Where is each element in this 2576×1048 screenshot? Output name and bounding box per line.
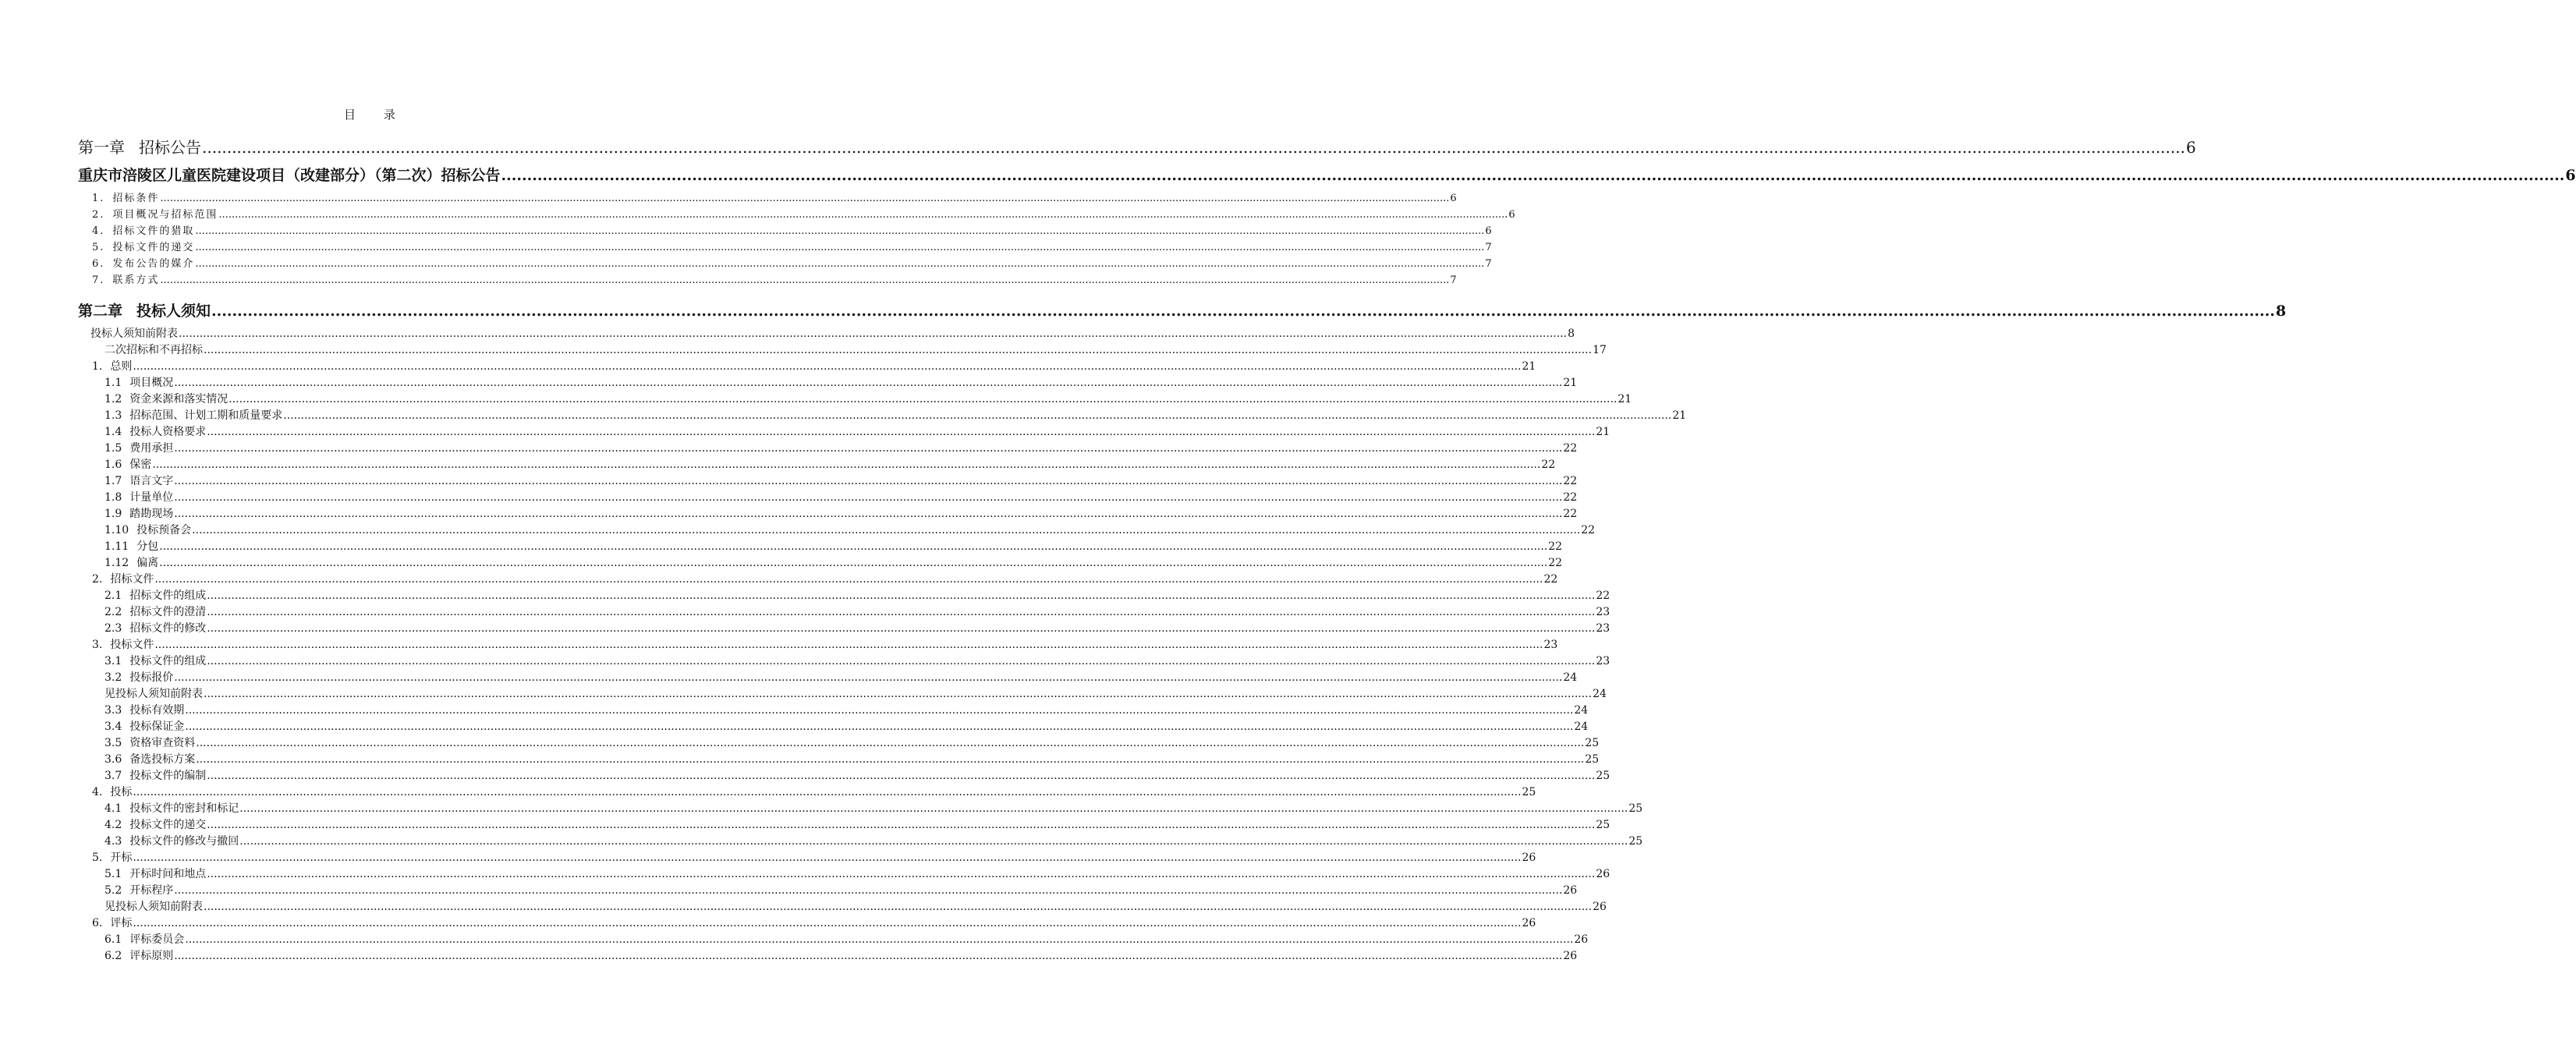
toc-entry[interactable]: [78, 784, 1536, 801]
toc-entry-number: 1.4: [105, 426, 122, 438]
toc-entry-label: [105, 342, 203, 359]
toc-entry-number: 3.6: [105, 753, 122, 766]
toc-page-number: 22: [1581, 524, 1596, 536]
toc-entry-number: 1.11: [105, 540, 129, 553]
toc-leader-dots: ................................................................................................................................................................................................................................................................................................................................................................................................................: [174, 884, 1563, 897]
toc-entry-number: 2.1: [105, 590, 122, 602]
toc-leader-dots: ................................................................................................................................................................................................................................................................................................................................................................................................................: [196, 753, 1585, 766]
toc-leader-dots: ................................................................................................................................................................................................................................................................................................................................................................................................................: [179, 328, 1568, 340]
toc-entry-text: 投标人须知: [136, 303, 211, 320]
toc-entry-label: [105, 408, 282, 424]
toc-entry-number: 3.: [92, 639, 103, 651]
toc-entry-number: 6.1: [105, 933, 122, 946]
toc-entry-text: 招标文件: [110, 573, 154, 586]
toc-entry[interactable]: [78, 948, 1578, 965]
toc-entry-text: 投标: [110, 786, 133, 798]
toc-page-number: 7: [1450, 274, 1457, 286]
toc-entry-text: 联系方式: [112, 274, 160, 286]
toc-leader-dots: ................................................................................................................................................................................................................................................................................................................................................................................................................: [195, 225, 1485, 237]
toc-entry-text: 总则: [110, 360, 133, 373]
toc-entry-label: [105, 703, 184, 719]
toc-entry-label: [105, 391, 228, 408]
toc-entry-text: 投标有效期: [129, 704, 185, 717]
toc-entry-number: 3.7: [105, 770, 122, 782]
toc-entry-text: 评标原则: [129, 950, 174, 962]
toc-entry[interactable]: [78, 296, 2287, 326]
table-of-contents: [78, 133, 2576, 965]
toc-entry-label: [105, 653, 206, 670]
toc-entry[interactable]: [78, 522, 1596, 539]
toc-leader-dots: ................................................................................................................................................................................................................................................................................................................................................................................................................: [192, 524, 1581, 536]
toc-leader-dots: ................................................................................................................................................................................................................................................................................................................................................................................................................: [174, 377, 1563, 389]
toc-entry-text: 投标人须知前附表: [90, 328, 178, 340]
toc-entry[interactable]: [78, 359, 1536, 375]
toc-entry-label: [105, 539, 158, 555]
toc-entry[interactable]: [78, 223, 1492, 239]
toc-page-number: 25: [1628, 835, 1643, 848]
toc-entry-text: 投标文件: [110, 639, 154, 651]
toc-leader-dots: ................................................................................................................................................................................................................................................................................................................................................................................................................: [159, 540, 1548, 553]
toc-leader-dots: ................................................................................................................................................................................................................................................................................................................................................................................................................: [207, 655, 1596, 667]
toc-entry-label: [92, 223, 194, 239]
toc-entry-text: 二次招标和不再招标: [105, 344, 203, 356]
toc-leader-dots: ................................................................................................................................................................................................................................................................................................................................................................................................................: [133, 360, 1522, 373]
toc-entry[interactable]: [78, 703, 1589, 719]
toc-entry[interactable]: [78, 604, 1610, 621]
toc-leader-dots: ................................................................................................................................................................................................................................................................................................................................................................................................................: [174, 475, 1563, 487]
toc-entry-text: 保密: [129, 458, 152, 471]
toc-entry-text: 招标文件的组成: [129, 590, 207, 602]
toc-entry-text: 招标公告: [139, 138, 201, 157]
toc-entry-number: 4.: [92, 786, 103, 798]
toc-page-number: 22: [1543, 573, 1558, 586]
toc-entry-label: [92, 850, 132, 866]
toc-page-number: 26: [1522, 917, 1536, 929]
toc-entry-number: 1.9: [105, 508, 122, 520]
toc-leader-dots: ................................................................................................................................................................................................................................................................................................................................................................................................................: [185, 720, 1574, 733]
toc-page-number: 8: [2275, 303, 2287, 320]
toc-entry[interactable]: [78, 915, 1536, 932]
toc-entry[interactable]: [78, 207, 1515, 223]
toc-page-number: 25: [1585, 737, 1600, 749]
toc-leader-dots: ................................................................................................................................................................................................................................................................................................................................................................................................................: [154, 639, 1543, 651]
toc-leader-dots: ................................................................................................................................................................................................................................................................................................................................................................................................................: [207, 770, 1596, 782]
toc-entry[interactable]: [78, 190, 1457, 207]
toc-entry-text: 投标报价: [129, 671, 174, 684]
toc-page-number: 6: [1508, 209, 1515, 221]
toc-leader-dots: ................................................................................................................................................................................................................................................................................................................................................................................................................: [207, 426, 1596, 438]
toc-entry-text: 发布公告的媒介: [112, 258, 195, 270]
toc-entry-number: 4.1: [105, 802, 122, 815]
toc-leader-dots: ................................................................................................................................................................................................................................................................................................................................................................................................................: [185, 933, 1574, 946]
toc-leader-dots: ................................................................................................................................................................................................................................................................................................................................................................................................................: [283, 409, 1672, 422]
toc-entry-label: [92, 572, 154, 588]
toc-entry[interactable]: [78, 752, 1600, 768]
toc-leader-dots: ................................................................................................................................................................................................................................................................................................................................................................................................................: [204, 901, 1593, 913]
toc-entry[interactable]: [78, 272, 1457, 289]
toc-entry[interactable]: [78, 866, 1610, 883]
toc-entry-number: 1.: [92, 360, 103, 373]
toc-entry-text: 投标文件的密封和标记: [129, 802, 239, 815]
toc-entry-text: 投标文件的递交: [112, 242, 195, 253]
toc-entry-text: 评标: [110, 917, 133, 929]
toc-entry-label: [105, 801, 239, 817]
toc-entry-label: [105, 424, 206, 441]
toc-entry-label: [92, 359, 132, 375]
toc-page-number: 22: [1563, 475, 1578, 487]
toc-leader-dots: ................................................................................................................................................................................................................................................................................................................................................................................................................: [207, 868, 1596, 880]
toc-entry[interactable]: [78, 490, 1578, 506]
toc-entry[interactable]: [78, 686, 1607, 703]
toc-entry-label: [105, 457, 151, 473]
toc-entry-number: 1.1: [105, 377, 122, 389]
toc-page-number: 22: [1548, 557, 1563, 569]
toc-leader-dots: ................................................................................................................................................................................................................................................................................................................................................................................................................: [160, 274, 1450, 286]
toc-entry-label: [105, 817, 206, 834]
toc-entry-number: 3.4: [105, 720, 122, 733]
toc-page-number: 7: [1485, 258, 1492, 270]
toc-page-number: 21: [1618, 393, 1632, 405]
toc-entry-number: 4.2: [105, 819, 122, 831]
toc-entry[interactable]: [78, 932, 1589, 948]
toc-entry-text: 踏勘现场: [129, 508, 174, 520]
toc-entry-number: 7.: [92, 274, 105, 286]
toc-entry-number: 6.: [92, 258, 105, 270]
toc-leader-dots: ................................................................................................................................................................................................................................................................................................................................................................................................................: [174, 491, 1563, 504]
toc-leader-dots: ................................................................................................................................................................................................................................................................................................................................................................................................................: [133, 917, 1522, 929]
toc-entry-label: [78, 161, 501, 190]
toc-entry-label: [105, 441, 173, 457]
toc-leader-dots: ................................................................................................................................................................................................................................................................................................................................................................................................................: [204, 688, 1593, 700]
toc-entry-text: 投标文件的修改与撤回: [129, 835, 239, 848]
toc-entry-label: [92, 239, 194, 256]
toc-page-number: 21: [1596, 426, 1610, 438]
toc-page-number: 7: [1485, 242, 1492, 253]
toc-entry[interactable]: [78, 637, 1558, 653]
toc-entry-number: 5.: [92, 242, 105, 253]
toc-leader-dots: ................................................................................................................................................................................................................................................................................................................................................................................................................: [174, 671, 1563, 684]
toc-leader-dots: ................................................................................................................................................................................................................................................................................................................................................................................................................: [159, 557, 1548, 569]
toc-leader-dots: ................................................................................................................................................................................................................................................................................................................................................................................................................: [152, 458, 1541, 471]
toc-page-number: 24: [1563, 671, 1578, 684]
toc-entry-text: 项目概况与招标范围: [112, 209, 218, 221]
toc-entry[interactable]: [78, 653, 1610, 670]
toc-page-number: 26: [1593, 901, 1607, 913]
toc-entry-number: 1.7: [105, 475, 122, 487]
toc-leader-dots: ................................................................................................................................................................................................................................................................................................................................................................................................................: [196, 737, 1585, 749]
toc-page-number: 25: [1628, 802, 1643, 815]
toc-page-number: 22: [1548, 540, 1563, 553]
toc-page-number: 24: [1593, 688, 1607, 700]
toc-leader-dots: ................................................................................................................................................................................................................................................................................................................................................................................................................: [207, 819, 1596, 831]
toc-entry-number: 2.3: [105, 622, 122, 635]
toc-entry-number: 6.: [92, 917, 103, 929]
toc-page-number: 17: [1593, 344, 1607, 356]
toc-entry-text: 招标文件的猎取: [112, 225, 195, 237]
toc-entry-text: 开标时间和地点: [129, 868, 207, 880]
toc-leader-dots: ................................................................................................................................................................................................................................................................................................................................................................................................................: [239, 835, 1628, 848]
toc-entry-number: 3.2: [105, 671, 122, 684]
toc-page-number: 26: [1563, 884, 1578, 897]
toc-leader-dots: ................................................................................................................................................................................................................................................................................................................................................................................................................: [133, 786, 1522, 798]
toc-page-number: 25: [1596, 819, 1610, 831]
toc-entry-label: [105, 490, 173, 506]
toc-entry[interactable]: [78, 256, 1492, 272]
toc-page-number: 24: [1574, 720, 1589, 733]
toc-entry-label: [92, 272, 159, 289]
toc-leader-dots: ................................................................................................................................................................................................................................................................................................................................................................................................................: [202, 138, 2185, 157]
toc-entry-text: 资格审查资料: [129, 737, 196, 749]
toc-entry-label: [92, 256, 194, 272]
toc-page-number: 22: [1541, 458, 1556, 471]
toc-entry[interactable]: [78, 134, 2196, 161]
toc-page-number: 24: [1574, 704, 1589, 717]
toc-entry-text: 投标预备会: [136, 524, 192, 536]
toc-entry-number: 3.3: [105, 704, 122, 717]
toc-page-number: 22: [1563, 442, 1578, 455]
toc-entry[interactable]: [78, 539, 1563, 555]
toc-entry-label: [105, 555, 158, 572]
toc-leader-dots: ................................................................................................................................................................................................................................................................................................................................................................................................................: [133, 852, 1522, 864]
toc-page-number: 22: [1563, 508, 1578, 520]
toc-page-number: 6: [1485, 225, 1492, 237]
toc-entry-text: 费用承担: [129, 442, 174, 455]
toc-entry[interactable]: [78, 375, 1578, 391]
toc-entry-label: [105, 588, 206, 604]
toc-entry[interactable]: [78, 817, 1610, 834]
toc-leader-dots: ................................................................................................................................................................................................................................................................................................................................................................................................................: [229, 393, 1618, 405]
toc-page-number: 26: [1563, 950, 1578, 962]
toc-entry-label: [105, 621, 206, 637]
toc-page-number: 25: [1522, 786, 1536, 798]
toc-entry-number: 5.1: [105, 868, 122, 880]
toc-page-number: 22: [1596, 590, 1610, 602]
toc-title: [0, 106, 741, 122]
toc-entry-label: [105, 752, 195, 768]
toc-page-number: 6: [2565, 167, 2576, 184]
toc-entry-label: [105, 522, 191, 539]
toc-leader-dots: ................................................................................................................................................................................................................................................................................................................................................................................................................: [160, 193, 1450, 204]
toc-leader-dots: ................................................................................................................................................................................................................................................................................................................................................................................................................: [174, 950, 1563, 962]
toc-page-number: 23: [1596, 655, 1610, 667]
toc-entry-text: 计量单位: [129, 491, 174, 504]
toc-entry-number: 6.2: [105, 950, 122, 962]
toc-title-right: 录: [384, 108, 398, 122]
toc-leader-dots: ................................................................................................................................................................................................................................................................................................................................................................................................................: [218, 209, 1508, 221]
toc-leader-dots: ................................................................................................................................................................................................................................................................................................................................................................................................................: [239, 802, 1628, 815]
toc-entry[interactable]: [78, 555, 1563, 572]
toc-entry-number: 5.: [92, 852, 103, 864]
toc-entry-text: 开标程序: [129, 884, 174, 897]
toc-entry-label: [105, 735, 195, 752]
toc-page-number: 23: [1596, 622, 1610, 635]
toc-entry-label: [92, 637, 154, 653]
toc-page-number: 26: [1522, 852, 1536, 864]
toc-entry-label: [105, 686, 203, 703]
toc-entry-text: 偏离: [136, 557, 159, 569]
toc-title-left: 目: [343, 108, 357, 122]
toc-entry[interactable]: [78, 161, 2576, 190]
toc-page-number: 22: [1563, 491, 1578, 504]
toc-entry-text: 投标保证金: [129, 720, 185, 733]
toc-entry-text: 招标条件: [112, 193, 160, 204]
toc-entry-number: 1.12: [105, 557, 129, 569]
toc-entry-label: [92, 915, 132, 932]
toc-entry-text: 招标范围、计划工期和质量要求: [129, 409, 283, 422]
toc-entry-number: 2.2: [105, 606, 122, 618]
toc-page-number: 21: [1672, 409, 1687, 422]
toc-entry-number: 1.10: [105, 524, 129, 536]
toc-entry[interactable]: [78, 670, 1578, 686]
toc-leader-dots: ................................................................................................................................................................................................................................................................................................................................................................................................................: [174, 442, 1563, 455]
toc-entry-text: 分包: [136, 540, 159, 553]
toc-entry[interactable]: [78, 408, 1687, 424]
toc-entry-text: 资金来源和落实情况: [129, 393, 229, 405]
toc-entry-number: 1.3: [105, 409, 122, 422]
toc-leader-dots: ................................................................................................................................................................................................................................................................................................................................................................................................................: [207, 606, 1596, 618]
toc-entry-text: 投标人资格要求: [129, 426, 207, 438]
toc-entry-number: 1.2: [105, 393, 122, 405]
toc-entry-text: 评标委员会: [129, 933, 185, 946]
toc-entry-label: [92, 190, 159, 207]
toc-entry[interactable]: [78, 719, 1589, 735]
toc-entry-text: 见投标人须知前附表: [105, 688, 203, 700]
toc-page-number: 25: [1585, 753, 1600, 766]
toc-entry[interactable]: [78, 326, 1575, 342]
toc-leader-dots: ................................................................................................................................................................................................................................................................................................................................................................................................................: [195, 258, 1485, 270]
toc-entry[interactable]: [78, 850, 1536, 866]
toc-entry-text: 重庆市涪陵区儿童医院建设项目（改建部分）（第二次）招标公告: [78, 167, 501, 184]
toc-entry[interactable]: [78, 239, 1492, 256]
toc-page-number: 21: [1522, 360, 1536, 373]
toc-entry-label: [92, 784, 132, 801]
toc-page-number: 26: [1574, 933, 1589, 946]
toc-entry-text: 开标: [110, 852, 133, 864]
toc-entry[interactable]: [78, 588, 1610, 604]
toc-leader-dots: ................................................................................................................................................................................................................................................................................................................................................................................................................: [207, 622, 1596, 635]
toc-entry[interactable]: [78, 457, 1556, 473]
toc-entry[interactable]: [78, 621, 1610, 637]
toc-entry-number: 2.: [92, 209, 105, 221]
toc-entry[interactable]: [78, 768, 1610, 784]
toc-entry-number: 4.: [92, 225, 105, 237]
toc-entry-label: [78, 134, 201, 161]
toc-entry-label: [105, 948, 173, 965]
toc-leader-dots: ................................................................................................................................................................................................................................................................................................................................................................................................................: [154, 573, 1543, 586]
toc-entry-number: 第一章: [78, 138, 125, 157]
toc-entry-text: 项目概况: [129, 377, 174, 389]
toc-entry-label: [92, 207, 218, 223]
toc-entry-label: [105, 834, 239, 850]
toc-entry[interactable]: [78, 899, 1607, 915]
toc-entry-label: [105, 899, 203, 915]
toc-entry-label: [78, 296, 211, 326]
toc-leader-dots: ................................................................................................................................................................................................................................................................................................................................................................................................................: [501, 167, 2565, 184]
toc-entry-number: 1.8: [105, 491, 122, 504]
toc-leader-dots: ................................................................................................................................................................................................................................................................................................................................................................................................................: [211, 303, 2275, 320]
toc-page-number: 8: [1568, 328, 1575, 340]
toc-entry-text: 招标文件的澄清: [129, 606, 207, 618]
toc-entry-number: 3.5: [105, 737, 122, 749]
toc-entry-text: 备选投标方案: [129, 753, 196, 766]
toc-page-number: 6: [1450, 193, 1457, 204]
toc-entry[interactable]: [78, 342, 1607, 359]
toc-page-number: 21: [1563, 377, 1578, 389]
toc-entry[interactable]: [78, 834, 1643, 850]
toc-entry-label: [105, 768, 206, 784]
toc-entry-number: 3.1: [105, 655, 122, 667]
toc-entry[interactable]: [78, 801, 1643, 817]
toc-page-number: 6: [2185, 138, 2196, 157]
toc-page-number: 23: [1596, 606, 1610, 618]
toc-entry[interactable]: [78, 883, 1578, 899]
toc-entry[interactable]: [78, 473, 1578, 490]
toc-entry[interactable]: [78, 572, 1558, 588]
toc-leader-dots: ................................................................................................................................................................................................................................................................................................................................................................................................................: [207, 590, 1596, 602]
toc-entry-label: [105, 883, 173, 899]
toc-entry-number: 1.: [92, 193, 105, 204]
toc-entry[interactable]: [78, 441, 1578, 457]
toc-page-number: 26: [1596, 868, 1610, 880]
toc-entry[interactable]: [78, 424, 1610, 441]
toc-leader-dots: ................................................................................................................................................................................................................................................................................................................................................................................................................: [185, 704, 1574, 717]
toc-entry-text: 投标文件的递交: [129, 819, 207, 831]
toc-entry[interactable]: [78, 506, 1578, 522]
toc-entry-label: [105, 670, 173, 686]
toc-page-number: 25: [1596, 770, 1610, 782]
toc-entry-number: 5.2: [105, 884, 122, 897]
toc-entry-label: [105, 375, 173, 391]
toc-entry-number: 1.5: [105, 442, 122, 455]
toc-entry-text: 招标文件的修改: [129, 622, 207, 635]
toc-entry-text: 投标文件的编制: [129, 770, 207, 782]
toc-entry-number: 2.: [92, 573, 103, 586]
toc-leader-dots: ................................................................................................................................................................................................................................................................................................................................................................................................................: [195, 242, 1485, 253]
toc-entry-label: [105, 473, 173, 490]
toc-entry-label: [105, 506, 173, 522]
toc-entry[interactable]: [78, 391, 1632, 408]
toc-entry-text: 语言文字: [129, 475, 174, 487]
toc-entry[interactable]: [78, 735, 1600, 752]
toc-entry-label: [105, 719, 184, 735]
toc-entry-number: 第二章: [78, 303, 123, 320]
toc-entry-number: 4.3: [105, 835, 122, 848]
toc-entry-text: 投标文件的组成: [129, 655, 207, 667]
toc-entry-label: [105, 866, 206, 883]
toc-entry-label: [90, 326, 178, 342]
toc-entry-number: 1.6: [105, 458, 122, 471]
toc-page-number: 23: [1543, 639, 1558, 651]
toc-leader-dots: ................................................................................................................................................................................................................................................................................................................................................................................................................: [204, 344, 1593, 356]
toc-leader-dots: ................................................................................................................................................................................................................................................................................................................................................................................................................: [174, 508, 1563, 520]
toc-entry-label: [105, 604, 206, 621]
toc-entry-label: [105, 932, 184, 948]
toc-entry-text: 见投标人须知前附表: [105, 901, 203, 913]
